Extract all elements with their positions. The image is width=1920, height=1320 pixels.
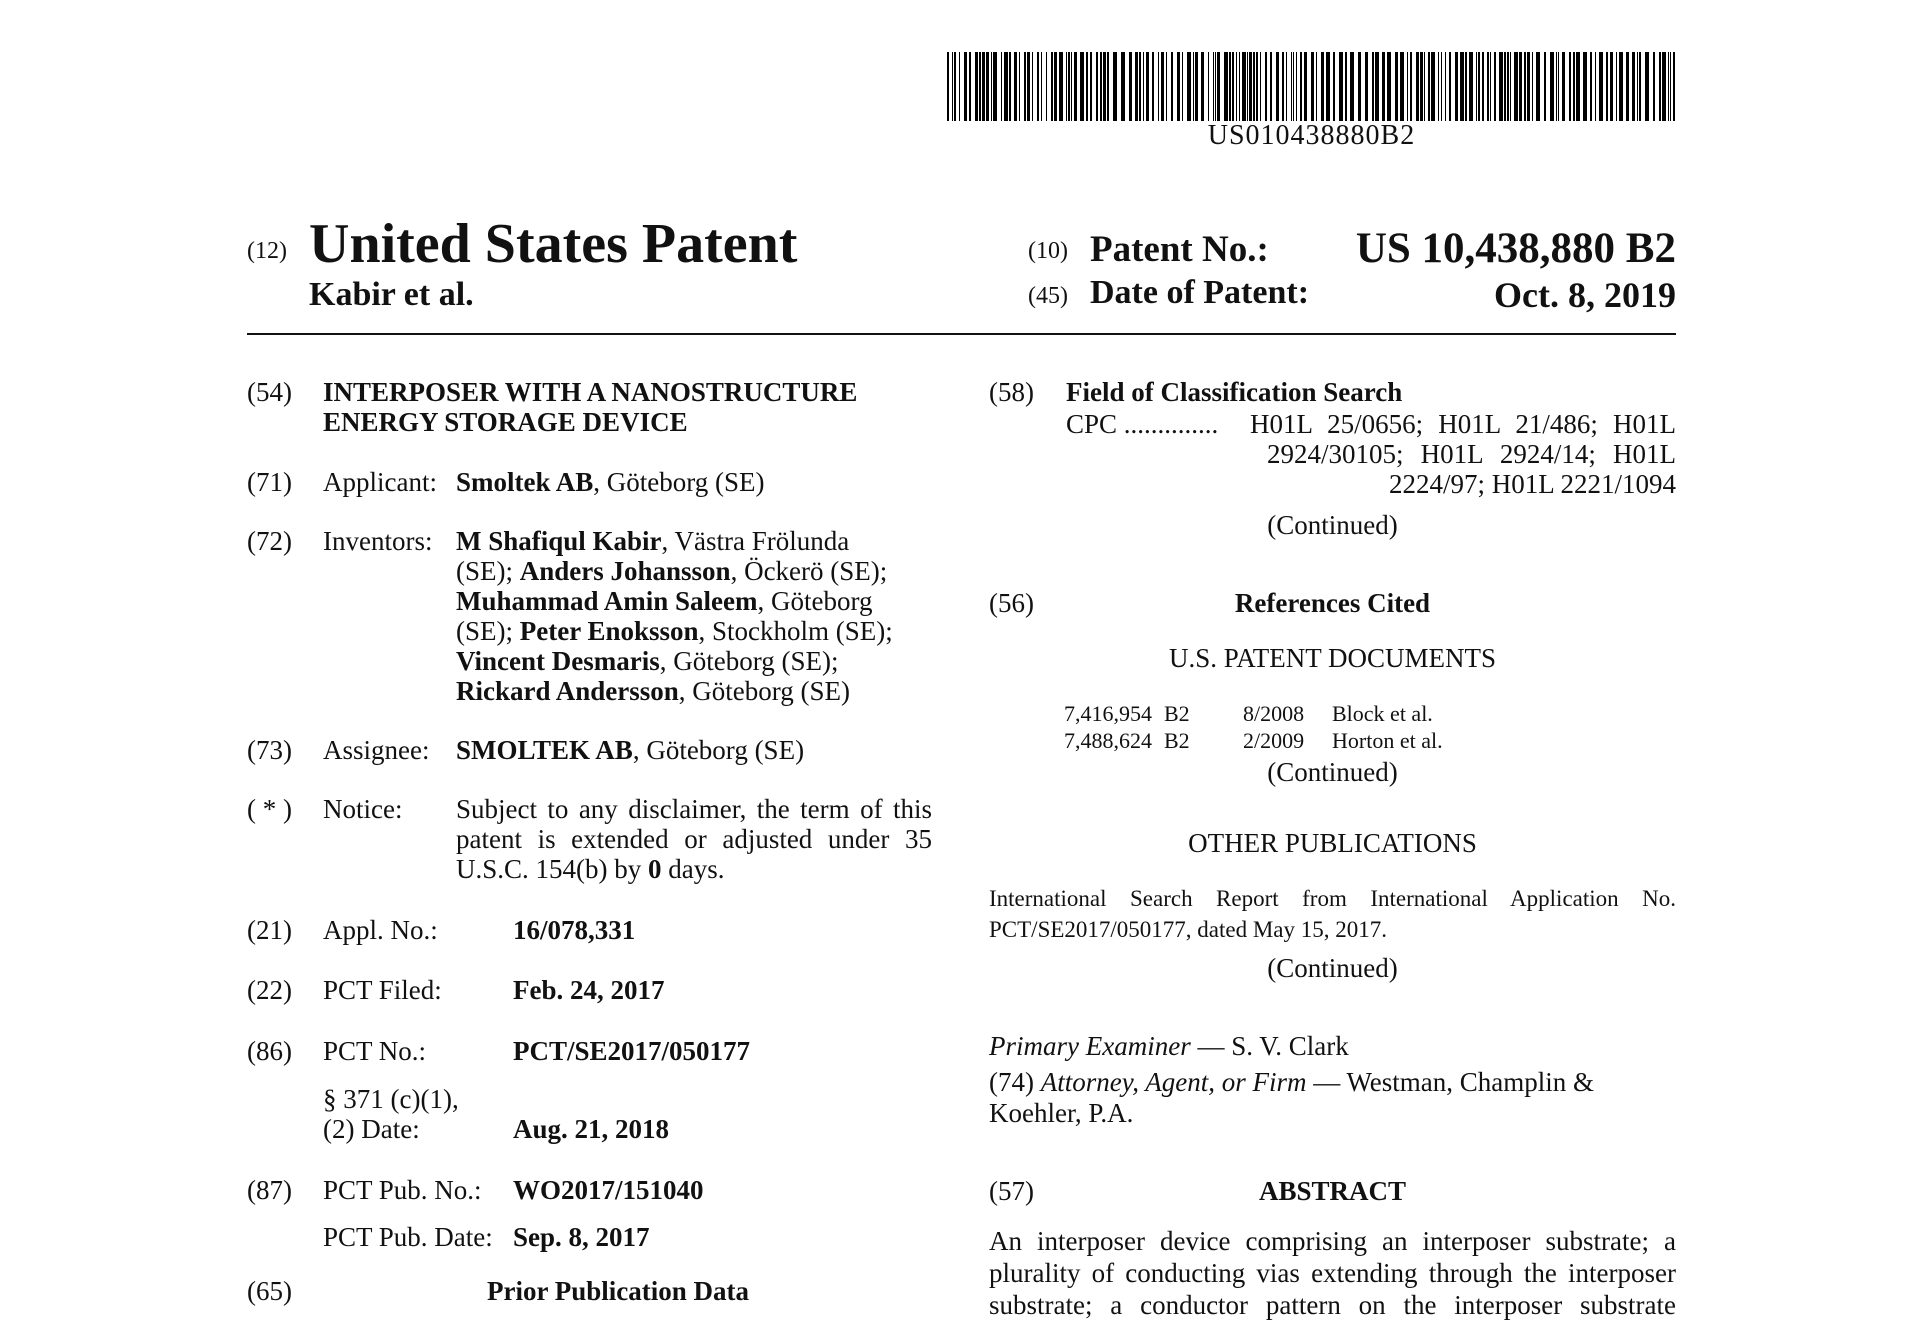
pct-no-code: (86)	[247, 1036, 292, 1066]
appl-no-code: (21)	[247, 915, 292, 945]
attorney-line-1	[989, 1067, 1594, 1097]
inventor-place: , Göteborg (SE)	[678, 676, 851, 706]
inventor-line	[456, 616, 893, 646]
inventor-place: , Västra Frölunda	[661, 526, 850, 556]
inventor-line	[456, 646, 838, 676]
other-pubs-heading: OTHER PUBLICATIONS	[1188, 828, 1477, 858]
pct-no-value: PCT/SE2017/050177	[513, 1036, 751, 1066]
document-type-title: United States Patent	[309, 213, 798, 275]
attorney-dash: —	[1306, 1067, 1347, 1097]
notice-text: U.S.C. 154(b) by	[456, 854, 649, 884]
inventor-place: , Göteborg (SE);	[659, 646, 839, 676]
inventor-name: Vincent Desmaris	[456, 646, 660, 676]
kind-code-12: (12)	[247, 238, 287, 264]
inventor-name: M Shafiqul Kabir	[456, 526, 662, 556]
inventors-code: (72)	[247, 526, 292, 556]
references-continued: (Continued)	[1267, 757, 1398, 787]
abstract-line-3: substrate; a conductor pattern on the interposer substrate	[989, 1290, 1676, 1320]
other-pubs-line-1: International Search Report from International Application No.	[989, 886, 1676, 911]
notice-line-2: patent is extended or adjusted under 35	[456, 824, 932, 854]
patent-no-value: US 10,438,880 B2	[1355, 225, 1676, 272]
applicant-name: Smoltek AB	[456, 467, 594, 497]
patent-no-code: (10)	[1028, 238, 1068, 264]
prior-pub-label: Prior Publication Data	[487, 1276, 749, 1306]
patent-no-label: Patent No.:	[1090, 229, 1269, 270]
pct-pub-date-label: PCT Pub. Date:	[323, 1222, 493, 1252]
applicant-label: Applicant:	[323, 467, 437, 497]
attorney-firm: Westman, Champlin &	[1346, 1067, 1595, 1097]
examiner-label: Primary Examiner	[989, 1031, 1191, 1061]
field-search-continued: (Continued)	[1267, 510, 1398, 540]
inventor-line	[456, 676, 850, 706]
primary-examiner	[989, 1031, 1349, 1061]
assignee-place: , Göteborg (SE)	[632, 735, 805, 765]
attorney-label: Attorney, Agent, or Firm	[1040, 1067, 1307, 1097]
pct-pub-no-value: WO2017/151040	[513, 1175, 704, 1205]
field-search-label: Field of Classification Search	[1066, 377, 1403, 407]
applicant-place: , Göteborg (SE)	[593, 467, 765, 497]
title-code: (54)	[247, 377, 292, 407]
pct-pub-no-label: PCT Pub. No.:	[323, 1175, 482, 1205]
ref-kind: B2	[1164, 728, 1190, 753]
inventor-place: (SE);	[456, 616, 520, 646]
inventor-line	[456, 586, 873, 616]
title-line-2: ENERGY STORAGE DEVICE	[323, 407, 688, 437]
us-docs-heading: U.S. PATENT DOCUMENTS	[1168, 643, 1497, 673]
inventor-short: Kabir et al.	[309, 276, 474, 313]
assignee-code: (73)	[247, 735, 292, 765]
notice-code: ( * )	[247, 794, 292, 824]
sec371-line-1: § 371 (c)(1),	[323, 1084, 459, 1114]
inventor-place: , Stockholm (SE);	[698, 616, 893, 646]
ref-name: Block et al.	[1332, 701, 1433, 726]
inventor-name: Muhammad Amin Saleem	[456, 586, 758, 616]
title-line-1: INTERPOSER WITH A NANOSTRUCTURE	[323, 377, 858, 407]
barcode-graphic	[947, 52, 1676, 121]
ref-kind: B2	[1164, 701, 1190, 726]
pct-filed-label: PCT Filed:	[323, 975, 442, 1005]
inventor-line	[456, 526, 849, 556]
date-label: Date of Patent:	[1090, 274, 1310, 311]
references-code: (56)	[989, 588, 1034, 618]
inventor-name: Peter Enoksson	[519, 616, 699, 646]
field-search-code: (58)	[989, 377, 1034, 407]
abstract-line-1: An interposer device comprising an interposer substrate; a	[989, 1226, 1676, 1256]
assignee-value	[456, 735, 804, 765]
abstract-code: (57)	[989, 1176, 1034, 1206]
barcode	[947, 52, 1676, 121]
pct-filed-value: Feb. 24, 2017	[513, 975, 665, 1005]
cpc-prefix: CPC ..............	[1066, 409, 1219, 439]
abstract-heading: ABSTRACT	[1258, 1176, 1407, 1206]
pct-pub-date-value: Sep. 8, 2017	[513, 1222, 650, 1252]
prior-pub-code: (65)	[247, 1276, 292, 1306]
examiner-dash: —	[1190, 1031, 1232, 1061]
inventor-place: , Göteborg	[757, 586, 873, 616]
other-pubs-continued: (Continued)	[1267, 953, 1398, 983]
inventor-place: , Öckerö (SE);	[730, 556, 888, 586]
assignee-name: SMOLTEK AB	[456, 735, 633, 765]
inventors-label: Inventors:	[323, 526, 433, 556]
assignee-label: Assignee:	[323, 735, 430, 765]
cpc-line-2: 2924/30105; H01L 2924/14; H01L	[1267, 439, 1676, 469]
notice-days: 0	[648, 854, 662, 884]
pct-pub-no-code: (87)	[247, 1175, 292, 1205]
notice-line-1: Subject to any disclaimer, the term of this	[456, 794, 932, 824]
references-label: References Cited	[1234, 588, 1431, 618]
barcode-number: US010438880B2	[1207, 120, 1416, 151]
cpc-line-3: 2224/97; H01L 2221/1094	[1389, 469, 1676, 499]
abstract-line-2: plurality of conducting vias extending through the interposer	[989, 1258, 1676, 1288]
inventor-name: Anders Johansson	[519, 556, 731, 586]
ref-date: 8/2008	[1243, 701, 1305, 726]
sec371-line-2: (2) Date:	[323, 1114, 420, 1144]
cpc-line-1: H01L 25/0656; H01L 21/486; H01L	[1250, 409, 1676, 439]
ref-name: Horton et al.	[1332, 728, 1443, 753]
ref-number: 7,488,624	[1064, 728, 1152, 753]
inventor-line	[456, 556, 887, 586]
examiner-name: S. V. Clark	[1231, 1031, 1349, 1061]
other-pubs-line-2: PCT/SE2017/050177, dated May 15, 2017.	[989, 917, 1388, 942]
notice-line-3	[456, 854, 725, 884]
appl-no-label: Appl. No.:	[323, 915, 438, 945]
date-code: (45)	[1028, 283, 1068, 309]
pct-filed-code: (22)	[247, 975, 292, 1005]
attorney-code: (74)	[989, 1067, 1034, 1097]
applicant-value	[456, 467, 765, 497]
sec371-value: Aug. 21, 2018	[513, 1114, 670, 1144]
ref-number: 7,416,954	[1064, 701, 1152, 726]
attorney-line-2: Koehler, P.A.	[989, 1098, 1134, 1128]
applicant-code: (71)	[247, 467, 292, 497]
notice-label: Notice:	[323, 794, 403, 824]
pct-no-label: PCT No.:	[323, 1036, 427, 1066]
date-value: Oct. 8, 2019	[1494, 275, 1676, 315]
inventor-name: Rickard Andersson	[456, 676, 679, 706]
notice-text: days.	[661, 854, 725, 884]
appl-no-value: 16/078,331	[513, 915, 636, 945]
inventor-place: (SE);	[456, 556, 520, 586]
ref-date: 2/2009	[1243, 728, 1305, 753]
header-divider	[247, 333, 1676, 335]
